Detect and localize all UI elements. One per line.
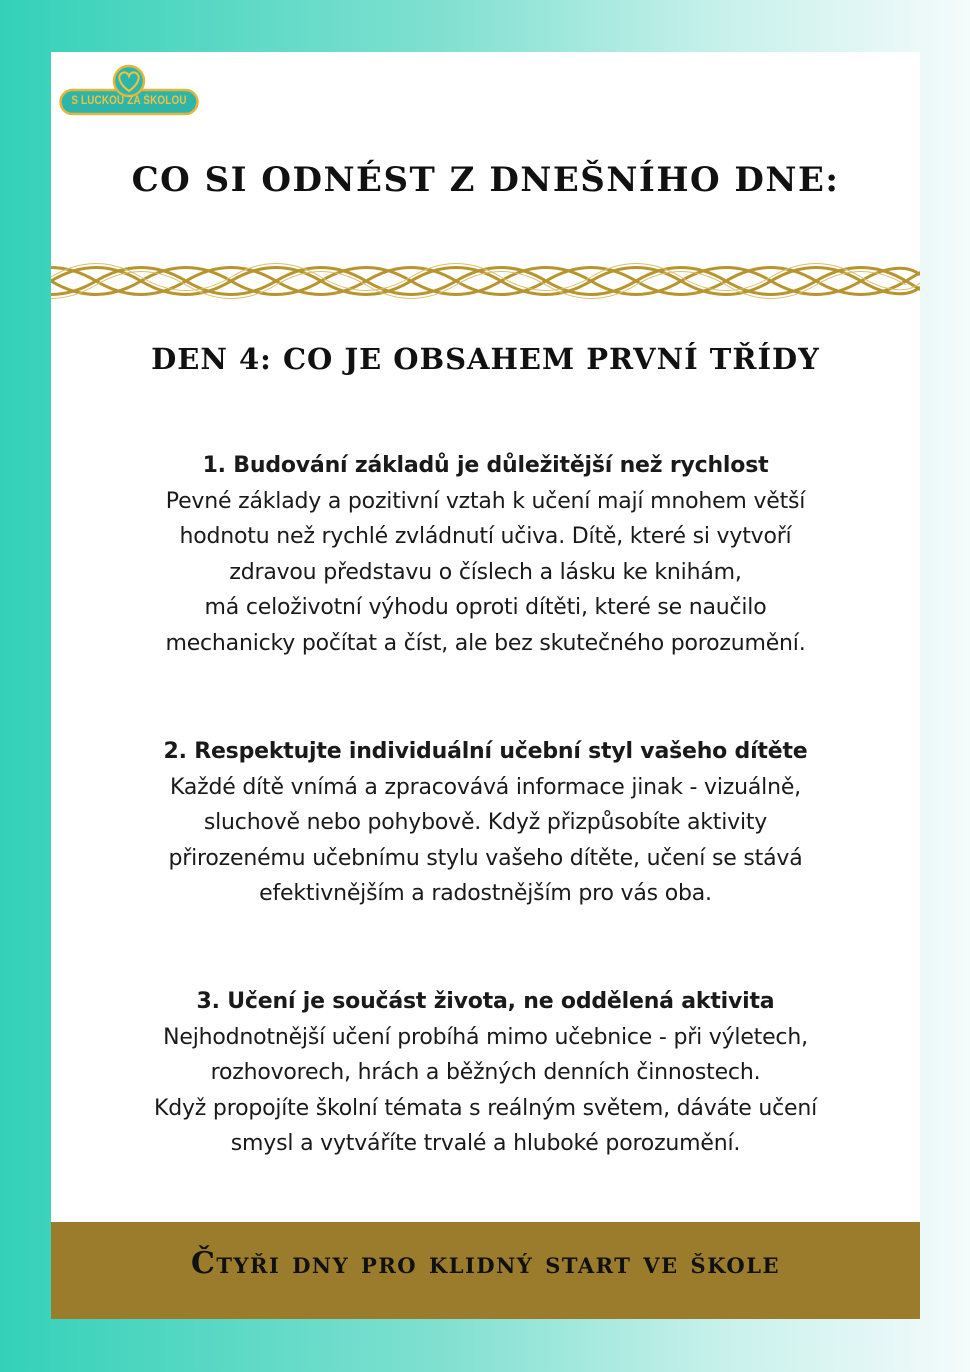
logo-text: S LUCKOU ZA ŠKOLOU xyxy=(71,95,187,107)
section-line: sluchově nebo pohybově. Když přizpůsobíte aktivity xyxy=(203,810,768,835)
section-line: smysl a vytváříte trvalé a hluboké porozumění. xyxy=(230,1131,741,1156)
section-line: Pevné základy a pozitivní vztah k učení mají mnohem větší xyxy=(165,488,806,514)
section-2 xyxy=(91,734,880,912)
section-line: Když propojíte školní témata s reálným světem, dáváte učení xyxy=(153,1095,817,1121)
logo xyxy=(59,64,199,124)
section-line: rozhovorech, hrách a běžných denních činnostech. xyxy=(210,1060,761,1085)
logo-badge xyxy=(59,64,199,124)
section-line: má celoživotní výhodu oproti dítěti, které se naučilo xyxy=(204,595,767,620)
braid-divider-icon xyxy=(51,257,920,305)
section-line: přirozenému učebnímu stylu vašeho dítěte, učení se stává xyxy=(168,845,803,871)
footer-banner xyxy=(51,1222,920,1319)
section-line: mechanicky počítat a číst, ale bez skutečného porozumění. xyxy=(165,630,806,656)
day-title: DEN 4: CO JE OBSAHEM PRVNÍ TŘÍDY xyxy=(151,342,820,376)
section-line: Každé dítě vnímá a zpracovává informace jinak - vizuálně, xyxy=(170,774,801,800)
section-heading: 1. Budování základů je důležitější než rychlost xyxy=(202,453,769,478)
footer-text: Čtyři dny pro klidný start ve škole xyxy=(191,1246,780,1281)
section-3 xyxy=(91,984,880,1162)
page-title: CO SI ODNÉST Z DNEŠNÍHO DNE: xyxy=(131,160,840,200)
section-heading: 2. Respektujte individuální učební styl vašeho dítěte xyxy=(163,739,808,764)
section-line: efektivnějším a radostnějším pro vás oba. xyxy=(259,881,712,906)
section-line: zdravou představu o číslech a lásku ke knihám, xyxy=(229,559,742,585)
page-card xyxy=(51,52,920,1319)
section-line: hodnotu než rychlé zvládnutí učiva. Dítě, které si vytvoří xyxy=(179,524,792,549)
section-line: Nejhodnotnější učení probíhá mimo učebnice - při výletech, xyxy=(163,1024,808,1050)
section-1 xyxy=(91,448,880,661)
section-heading: 3. Učení je součást života, ne oddělená aktivita xyxy=(196,989,775,1014)
